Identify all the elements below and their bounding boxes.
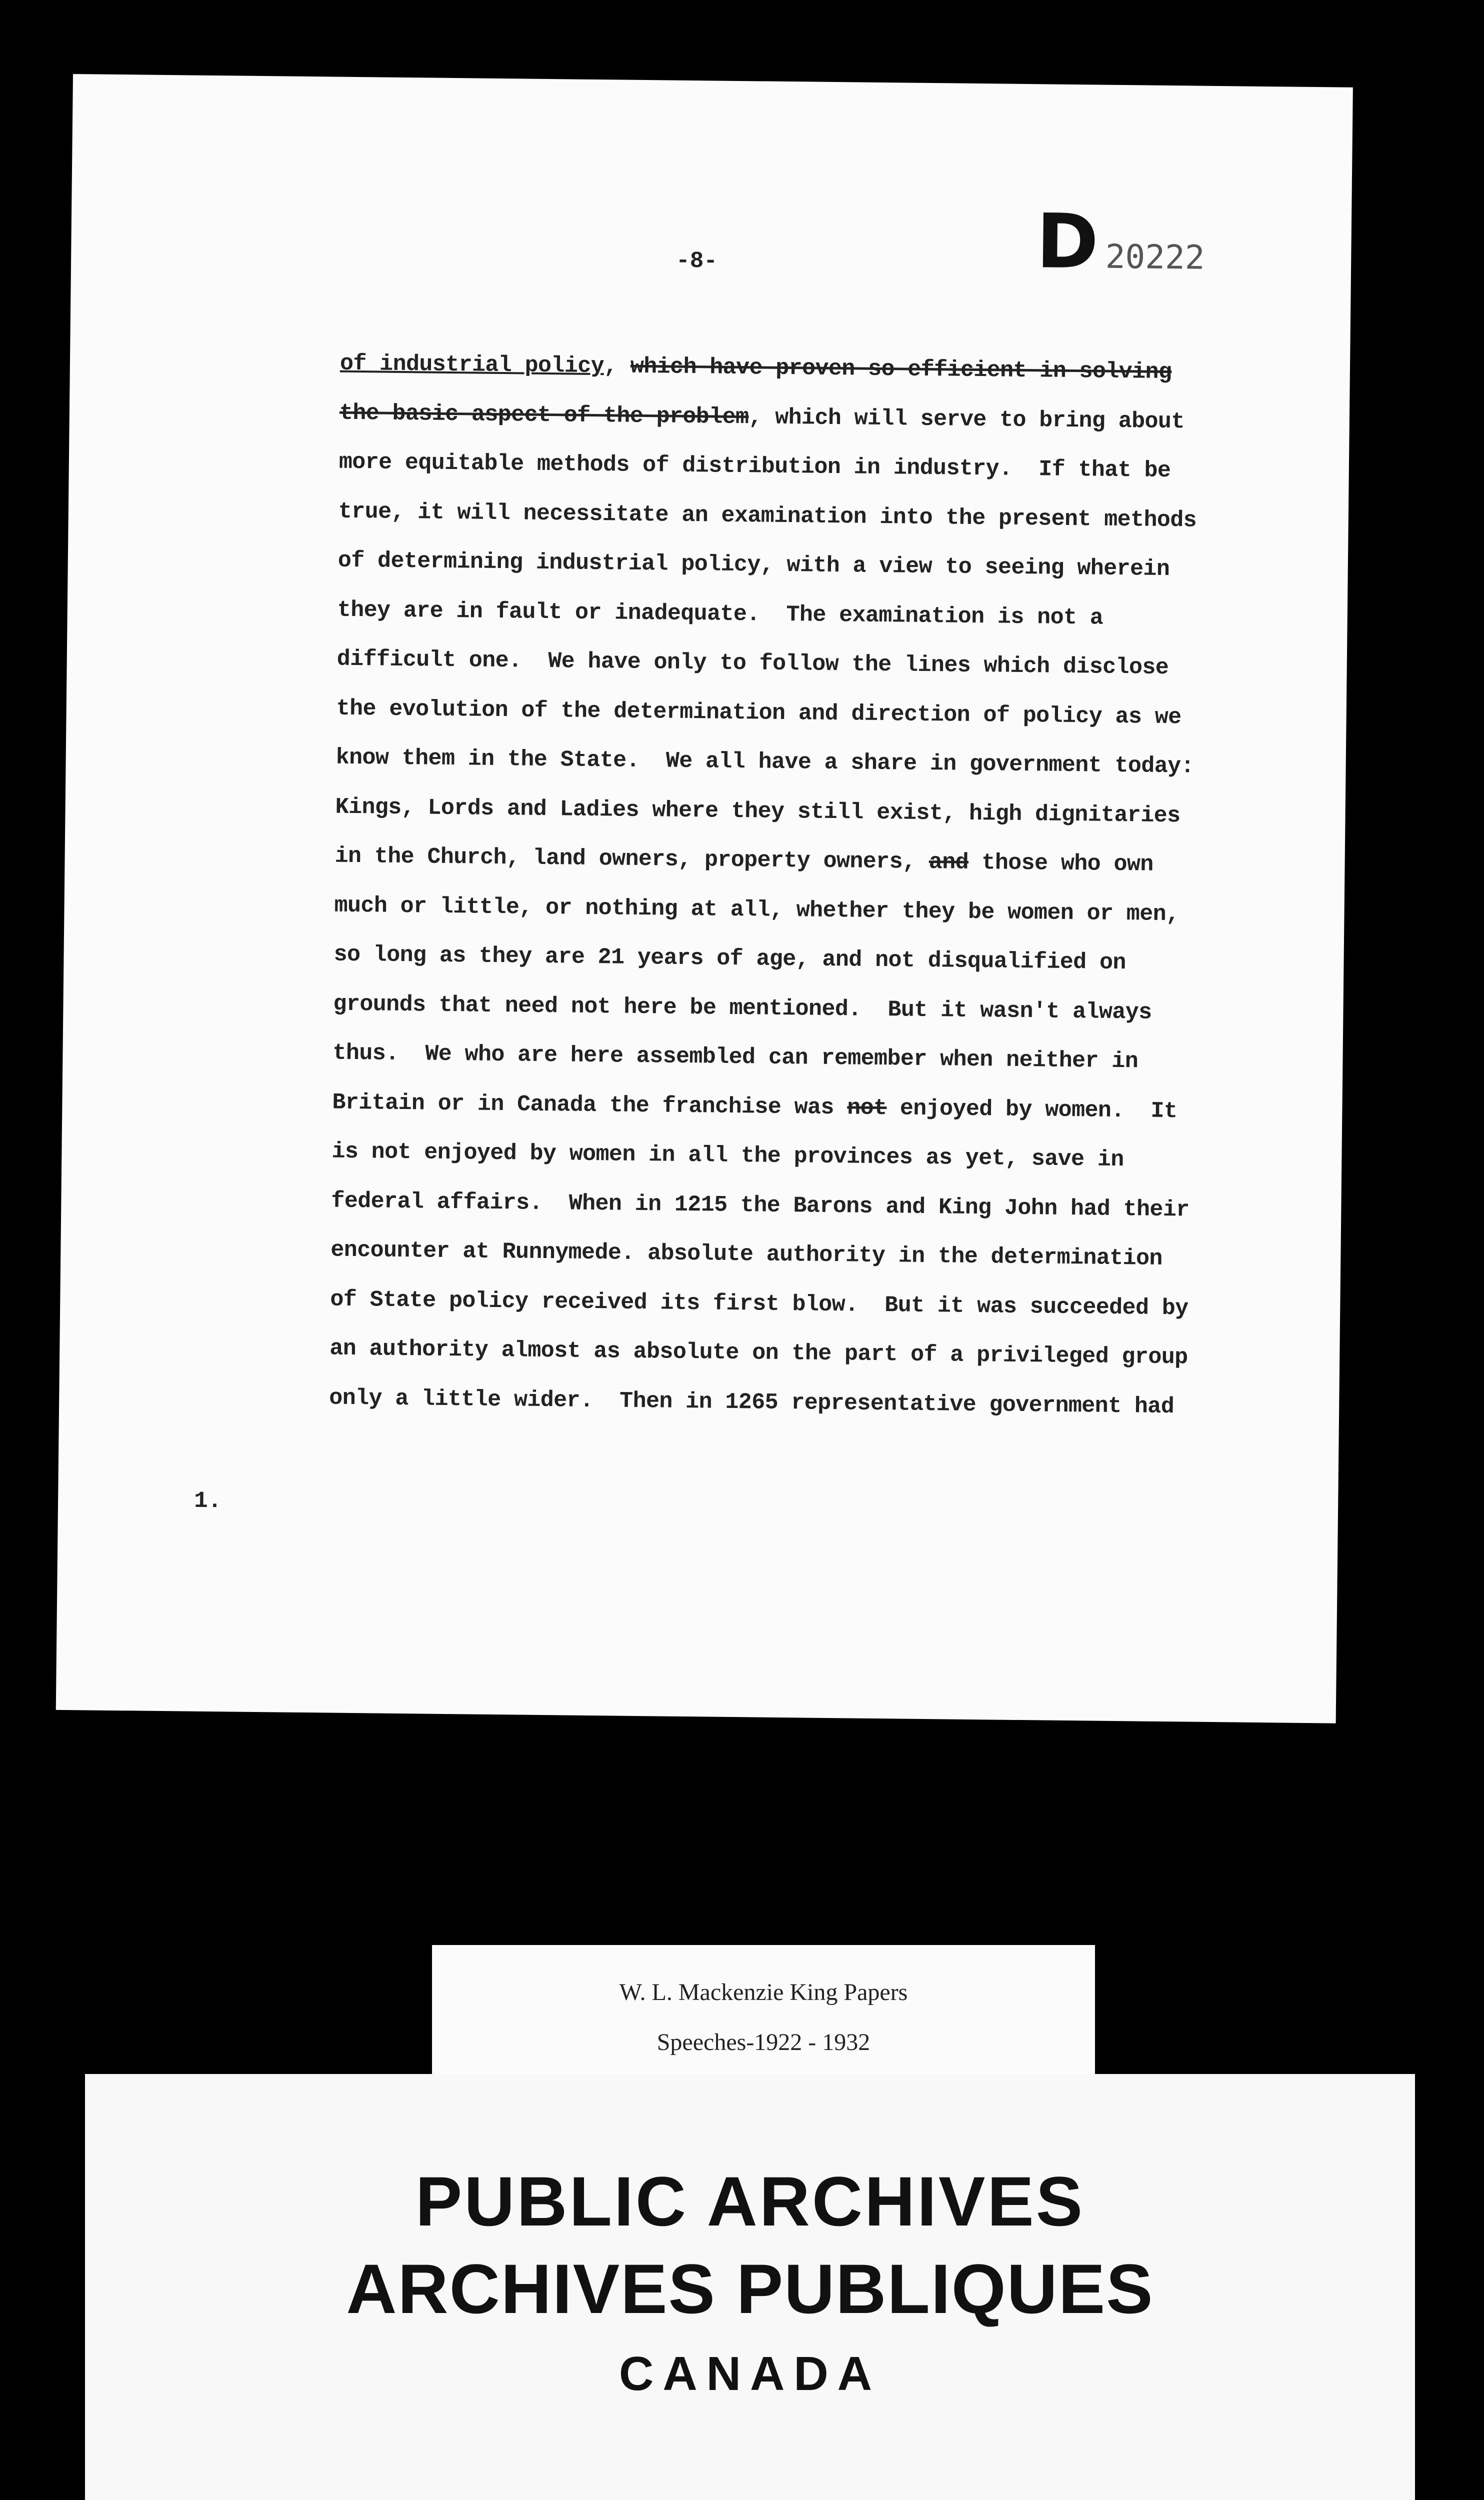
struck-text: and <box>928 850 969 876</box>
text-line <box>335 782 1236 841</box>
text-segment: true, it will necessitate an examination into the present methods <box>338 498 1197 534</box>
collection-name: W. L. Mackenzie King Papers <box>619 1979 908 2006</box>
text-segment: the evolution of the determination and direction of policy as we <box>336 696 1182 730</box>
text-segment: so long as they are 21 years of age, and not disqualified on <box>334 942 1126 976</box>
text-line <box>332 1128 1232 1186</box>
collection-series: Speeches-1922 - 1932 <box>656 2029 870 2056</box>
text-line <box>338 536 1238 595</box>
text-line <box>336 734 1236 792</box>
text-segment: an authority almost as absolute on the part of a privileged group <box>330 1336 1188 1370</box>
text-segment: only a little wider. Then in 1265 representative government had <box>329 1385 1174 1420</box>
text-line <box>334 881 1234 940</box>
text-line <box>332 1078 1232 1136</box>
text-segment: Britain or in Canada the franchise was <box>332 1090 848 1120</box>
text-segment: Kings, Lords and Ladies where they still exist, high dignitaries <box>335 794 1180 828</box>
text-line <box>334 832 1235 890</box>
underlined-text: of industrial policy <box>340 350 604 380</box>
text-segment: in the Church, land owners, property owners, <box>334 843 930 876</box>
text-segment: enjoyed by women. It <box>886 1095 1178 1124</box>
archives-country: CANADA <box>619 2347 881 2400</box>
text-line <box>336 684 1236 742</box>
struck-text: which have proven so efficient in solving <box>630 354 1172 386</box>
text-line <box>333 980 1234 1038</box>
document-id-number: 20222 <box>1105 237 1205 277</box>
text-segment: they are in fault or inadequate. The examination is not a <box>337 597 1104 631</box>
text-line <box>332 1029 1233 1088</box>
footnote-marker: 1. <box>194 1488 222 1514</box>
collection-label <box>432 1945 1095 2095</box>
text-line <box>336 635 1237 694</box>
archives-title-english: PUBLIC ARCHIVES <box>415 2162 1085 2240</box>
archives-banner <box>85 2074 1415 2500</box>
text-line <box>330 1275 1230 1334</box>
text-segment: encounter at Runnymede. absolute authority in the determination <box>330 1237 1163 1272</box>
text-segment: difficult one. We have only to follow the lines which disclose <box>336 646 1169 681</box>
text-line <box>331 1176 1232 1235</box>
text-segment: thus. We who are here assembled can remember when neither in <box>332 1040 1138 1074</box>
text-line <box>340 340 1240 398</box>
text-segment: more equitable methods of distribution in industry. If that be <box>338 449 1171 484</box>
text-segment: of determining industrial policy, with a view to seeing wherein <box>338 548 1170 582</box>
archives-title-french: ARCHIVES PUBLIQUES <box>346 2250 1154 2328</box>
text-line <box>339 388 1240 447</box>
text-line <box>329 1374 1230 1432</box>
text-segment: of State policy received its first blow. But it was succeeded by <box>330 1286 1188 1321</box>
text-line <box>338 438 1239 496</box>
struck-text: the basic aspect of the problem <box>339 400 749 430</box>
text-segment: know them in the State. We all have a share in government today: <box>336 744 1194 780</box>
text-segment: grounds that need not here be mentioned. But it wasn't always <box>333 991 1152 1026</box>
struck-text: not <box>846 1094 887 1121</box>
text-line <box>334 930 1234 989</box>
text-segment: , <box>604 354 631 380</box>
text-line <box>330 1324 1230 1383</box>
text-segment: is not enjoyed by women in all the provinces as yet, save in <box>332 1138 1124 1173</box>
document-id-letter: D <box>1036 198 1100 286</box>
page-number: -8- <box>676 248 718 274</box>
body-text <box>329 340 1240 1432</box>
text-segment: those who own <box>968 850 1154 878</box>
text-segment: , which will serve to bring about <box>748 404 1185 434</box>
text-line <box>330 1226 1231 1284</box>
text-segment: much or little, or nothing at all, whether they be women or men, <box>334 892 1180 927</box>
text-segment: federal affairs. When in 1215 the Barons and King John had their <box>331 1188 1190 1223</box>
text-line <box>337 586 1238 644</box>
text-line <box>338 487 1238 546</box>
document-page <box>56 74 1353 1724</box>
document-id-stamp <box>1036 198 1206 287</box>
